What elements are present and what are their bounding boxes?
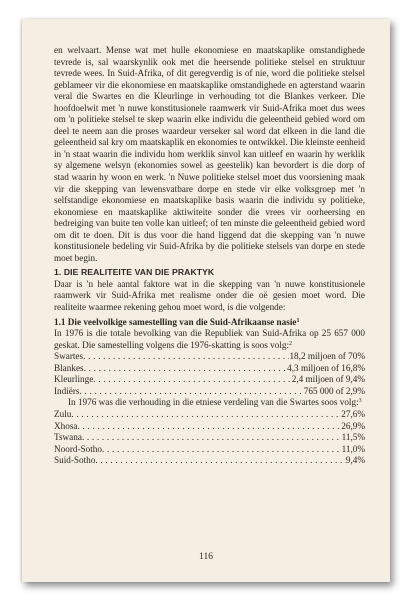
group-name: Indiërs <box>54 385 80 396</box>
list-item <box>54 409 365 421</box>
list-item <box>54 455 365 467</box>
group-value: 765 000 of 2,9% <box>303 385 365 396</box>
population-list <box>54 351 365 397</box>
paragraph-intro: en welvaart. Mense wat met hulle ekonomiese en maatskaplike omstandighede tevrede is, sal waarskynlik ook met die heersende politieke stelsel en struktuur tevrede wees. In Suid-Afrika, of dit geregverdig is of nie, word die politieke stelsel geblameer vir die ekonomiese en maatskaplike omstandighede en agterstand waarin veral die Swartes en die Kleurlinge in verhouding tot die Blankes verkeer. Die hoofdoelwit met 'n nuwe konstitusionele raamwerk vir Suid-Afrika moet dus wees om 'n politieke stelsel te skep waarin elke individu die geleentheid gebied word om deel te neem aan die proses waardeur verseker sal word dat elkeen in die land die geleentheid sal kry om maatskaplik en ekonomies te ontwikkel. Die kleinste eenheid in 'n staat waarin die individu hom werklik sinvol kan uitleef en waarin hy werklik sy algemene welsyn (ekonomies sowel as geestelik) kan bevordert is die dorp of stad waarin hy woon en werk. 'n Nuwe politieke stelsel moet dus voorsiening maak vir die skepping van lewensvatbare dorpe en stede vir elke volksgroep met 'n selfstandige ekonomiese en maatskaplike basis waarin die individu sy politieke, ekonomiese en maatskaplike aktiwiteite sonder die vrees vir oorheersing en bedreiging van buite ten volle kan uitleef; of ten minste die geleentheid gebied word om dit te doen. Dit is dus voor die hand liggend dat die skepping van 'n nuwe konstitusionele bedeling vir Suid-Afrika by die politieke stelsels van dorpe en stede moet begin. <box>54 45 365 263</box>
paragraph-population <box>54 328 365 351</box>
list-item <box>54 444 365 456</box>
page-number: 116 <box>199 552 213 562</box>
group-value: 11,5% <box>341 432 365 443</box>
group-value: 18,2 miljoen of 70% <box>289 351 365 362</box>
group-name: Tswana <box>54 432 82 443</box>
paragraph-ethnic-text: In 1976 was die verhouding in die etniese verdeling van die Swartes soos volg: <box>68 397 359 408</box>
group-value: 4,3 miljoen of 16,8% <box>287 362 365 373</box>
list-item <box>54 351 365 363</box>
footnote-ref: 1 <box>296 317 300 324</box>
paragraph-realities: Daar is 'n hele aantal faktore wat in die skepping van 'n nuwe konstitusionele raamwerk vir Suid-Afrika met realisme onder die oë gesien moet word. Die realiteite waarmee rekening gehou moet word, is die volgende: <box>54 278 365 313</box>
group-value: 27,6% <box>341 408 365 419</box>
group-name: Suid-Sotho <box>54 455 96 466</box>
group-name: Swartes <box>54 351 84 362</box>
list-item <box>54 432 365 444</box>
group-value: 11,0% <box>341 443 365 454</box>
group-value: 9,4% <box>345 455 365 466</box>
group-name: Noord-Sotho <box>54 443 102 454</box>
book-page <box>22 19 390 582</box>
section-heading: 1. DIE REALITEITE VAN DIE PRAKTYK <box>54 267 215 278</box>
page-text <box>54 45 365 467</box>
footnote-ref: 2 <box>289 340 293 347</box>
list-item <box>54 363 365 375</box>
group-name: Blankes <box>54 362 84 373</box>
group-name: Zulu <box>54 408 72 419</box>
footnote-ref: 3 <box>358 398 362 405</box>
paragraph-population-text: In 1976 is die totale bevolking van die Republiek van Suid-Afrika op 25 657 000 geskat. Die samestelling volgens die 1976-skatting is soos volg: <box>54 328 365 350</box>
group-value: 2,4 miljoen of 9,4% <box>291 374 365 385</box>
group-name: Kleurlinge <box>54 374 94 385</box>
group-name: Xhosa <box>54 420 78 431</box>
subsection-heading-text: 1.1 Die veelvolkige samestelling van die Suid-Afrikaanse nasie <box>54 316 297 327</box>
group-value: 26,9% <box>341 420 365 431</box>
list-item <box>54 421 365 433</box>
list-item <box>54 374 365 386</box>
subsection-heading <box>54 317 365 329</box>
paragraph-ethnic <box>54 397 365 409</box>
ethnic-list <box>54 409 365 467</box>
list-item <box>54 386 365 398</box>
